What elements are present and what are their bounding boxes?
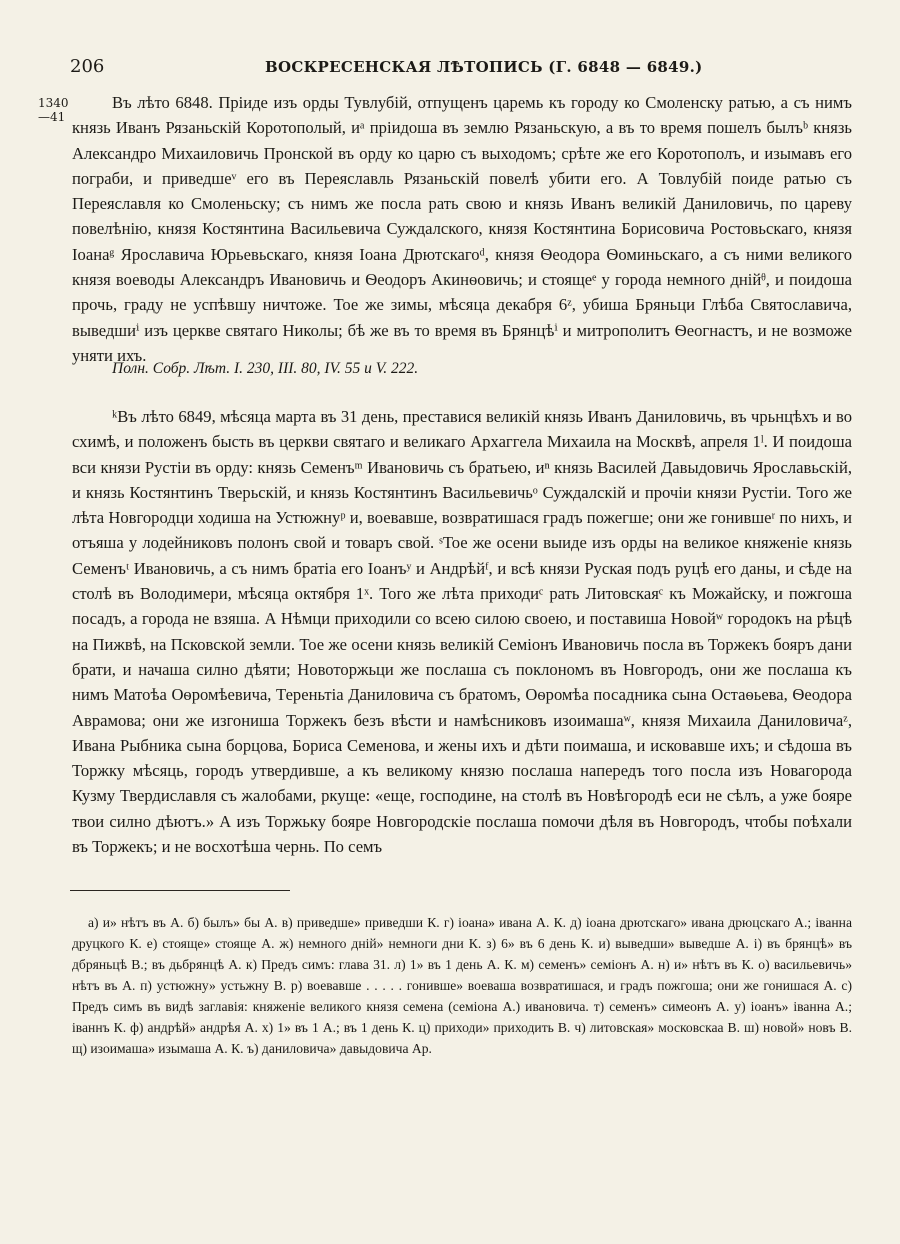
page-number: 206 xyxy=(70,56,105,77)
running-title: ВОСКРЕСЕНСКАЯ ЛѢТОПИСЬ (Г. 6848 — 6849.) xyxy=(265,58,703,76)
footnotes-text: а) и» нѣтъ въ А. б) былъ» бы А. в) приведше» приведши К. г) іоана» ивана А. К. д) іоана дрютскаго» ивана дрюцскаго А.; іванна друцкого К. е) стояще» стояще А. ж) немного дній» немноги дни К. з) 6» въ 6 день К. и) выведши» выведше А. і) въ брянцѣ» въ дбряньцѣ В.; въ дьбрянцѣ А. к) Предъ симъ: глава 31. л) 1» въ 1 день А. К. м) семенъ» семіонъ А. н) и» нѣтъ въ К. о) васильевичь» нѣтъ въ А. п) устюжну» устьжну В. р) воевавше . . . . . гонивше» воеваша возвратишася, и градъ пожгоша; они же гонишася А. с) Предъ симъ въ видѣ заглавія: княженіе великого князя семена (семіона А.) ивановича. т) семенъ» симеонъ А. у) іоанъ» іванна А.; іваннъ К. ф) андрѣй» андрѣя А. х) 1» въ 1 А.; въ 1 день К. ц) приходи» приходить В. ч) литовская» московскаа В. ш) новой» новъ В. щ) изоимаша» изымаша А. К. ъ) даниловича» давыдовича Ар. xyxy=(72,915,852,1056)
page-header xyxy=(70,56,850,80)
footnotes xyxy=(72,912,852,1059)
footnote-divider xyxy=(70,890,290,891)
entry-6848-paragraph: Въ лѣто 6848. Пріиде изъ орды Тувлубій, отпущенъ царемь къ городу ко Смоленску ратью, а съ нимъ князь Иванъ Рязаньскій Коротополый, иᵃ пріидоша въ землю Рязаньскую, а въ то время пошелъ былъᵇ князь Александро Михаиловичь Пронской въ орду ко царю съ выходомъ; срѣте же его Коротополъ, и изымавъ его пограби, и приведшеᵛ его въ Переяславль Рязаньскій повелѣ убити его. А Товлубій поиде ратью съ Переяславля ко Смоленьску; съ нимъ же посла рать свою и князь Иванъ великій Даниловичь, по цареву повелѣнію, князя Костянтина Васильевича Суждалского, князя Костянтина Борисовича Ростовьскаго, князя Іоанаᵍ Ярославича Юрьевьскаго, князя Іоана Дрютскагоᵈ, князя Ѳеодора Ѳоминьскаго, а съ ними великого князя воеводы Александръ Ивановичь и Ѳеодоръ Акинѳовичь; и стоящеᵉ у города немного днійᶿ, и поидоша прочь, граду не успѣвшу ничтоже. Тое же зимы, мѣсяца декабря 6ᶻ, убиша Бряньци Глѣба Святославича, выведшиⁱ изъ церкве святаго Николы; бѣ же въ то время въ Брянцѣⁱ и митрополитъ Ѳеогнастъ, и не возможе уняти ихъ. xyxy=(72,93,852,365)
entry-6848 xyxy=(72,90,852,368)
margin-year-start: 1340 xyxy=(38,96,69,110)
source-reference: Полн. Собр. Лѣт. I. 230, III. 80, IV. 55 и V. 222. xyxy=(112,360,419,377)
entry-6849 xyxy=(72,404,852,859)
margin-year-end: —41 xyxy=(38,110,66,124)
entry-6849-paragraph: ᵏВъ лѣто 6849, мѣсяца марта въ 31 день, преставися великій князь Иванъ Даниловичь, въ чрьнцѣхъ и во схимѣ, и положенъ бысть въ церкви святаго и великаго Архаггела Михаила на Москвѣ, апреля 1ˡ. И поидоша вси князи Рустіи въ орду: князь Семенъᵐ Ивановичь съ братьею, иⁿ князь Василей Давыдовичь Ярославьскій, и князь Костянтинъ Тверьскій, и князь Костянтинъ Васильевичьᵒ Суждалскій и прочіи князи Рустіи. Того же лѣта Новгородци ходиша на Устюжнуᵖ и, воевавше, возвратишася градъ пожегше; они же гонившеʳ по нихъ, и отъяша у лодейниковъ полонъ свой и товаръ свой. ˢТое же осени выиде изъ орды на великое княженіе князь Семенъᵗ Ивановичь, а съ нимъ братіа его Іоанъʸ и Андрѣйᶠ, и всѣ князи Руская подъ руцѣ его даны, и сѣде на столѣ въ Володимери, мѣсяца октября 1ˣ. Того же лѣта приходиᶜ рать Литовскаяᶜ къ Можайску, и пожгоша посадъ, а города не взяша. А Нѣмци приходили со всею силою своею, и поставиша Новойʷ городокъ на рѣцѣ на Пижвѣ, на Псковской земли. Тое же осени князь великій Семіонъ Ивановичь посла въ Торжекъ бояръ дани брати, и начаша силно дѣяти; Новоторжьци же послаша съ поклономъ въ Новгородъ, они же послаша къ нимъ Матоѣа Оѳромѣевича, Тереньтіа Даниловича съ братомъ, Оѳромѣа посадника сына Остаѳьева, Ѳеодора Аврамова; они же изгониша Торжекъ безъ вѣсти и намѣсниковъ изоимашаʷ, князя Михаила Даниловичаᶻ, Ивана Рыбника сына борцова, Бориса Семенова, и жены ихъ и дѣти поимаша, и исковавше ихъ; и сѣдоша въ Торжку мѣсяць, городъ утвердивше, а къ великому князю послаша напередъ того посла изъ Новагорода Кузму Твердиславля съ жалобами, ркуще: «еще, господине, на столѣ въ Новѣгородѣ еси не сѣлъ, а уже бояре твои силно дѣютъ.» А изъ Торжьку бояре Новгородскіе послаша помочи дѣля въ Новгородъ, чтобы поѣхали въ Торжекъ; и не восхотѣша чернь. По семъ xyxy=(72,407,852,857)
